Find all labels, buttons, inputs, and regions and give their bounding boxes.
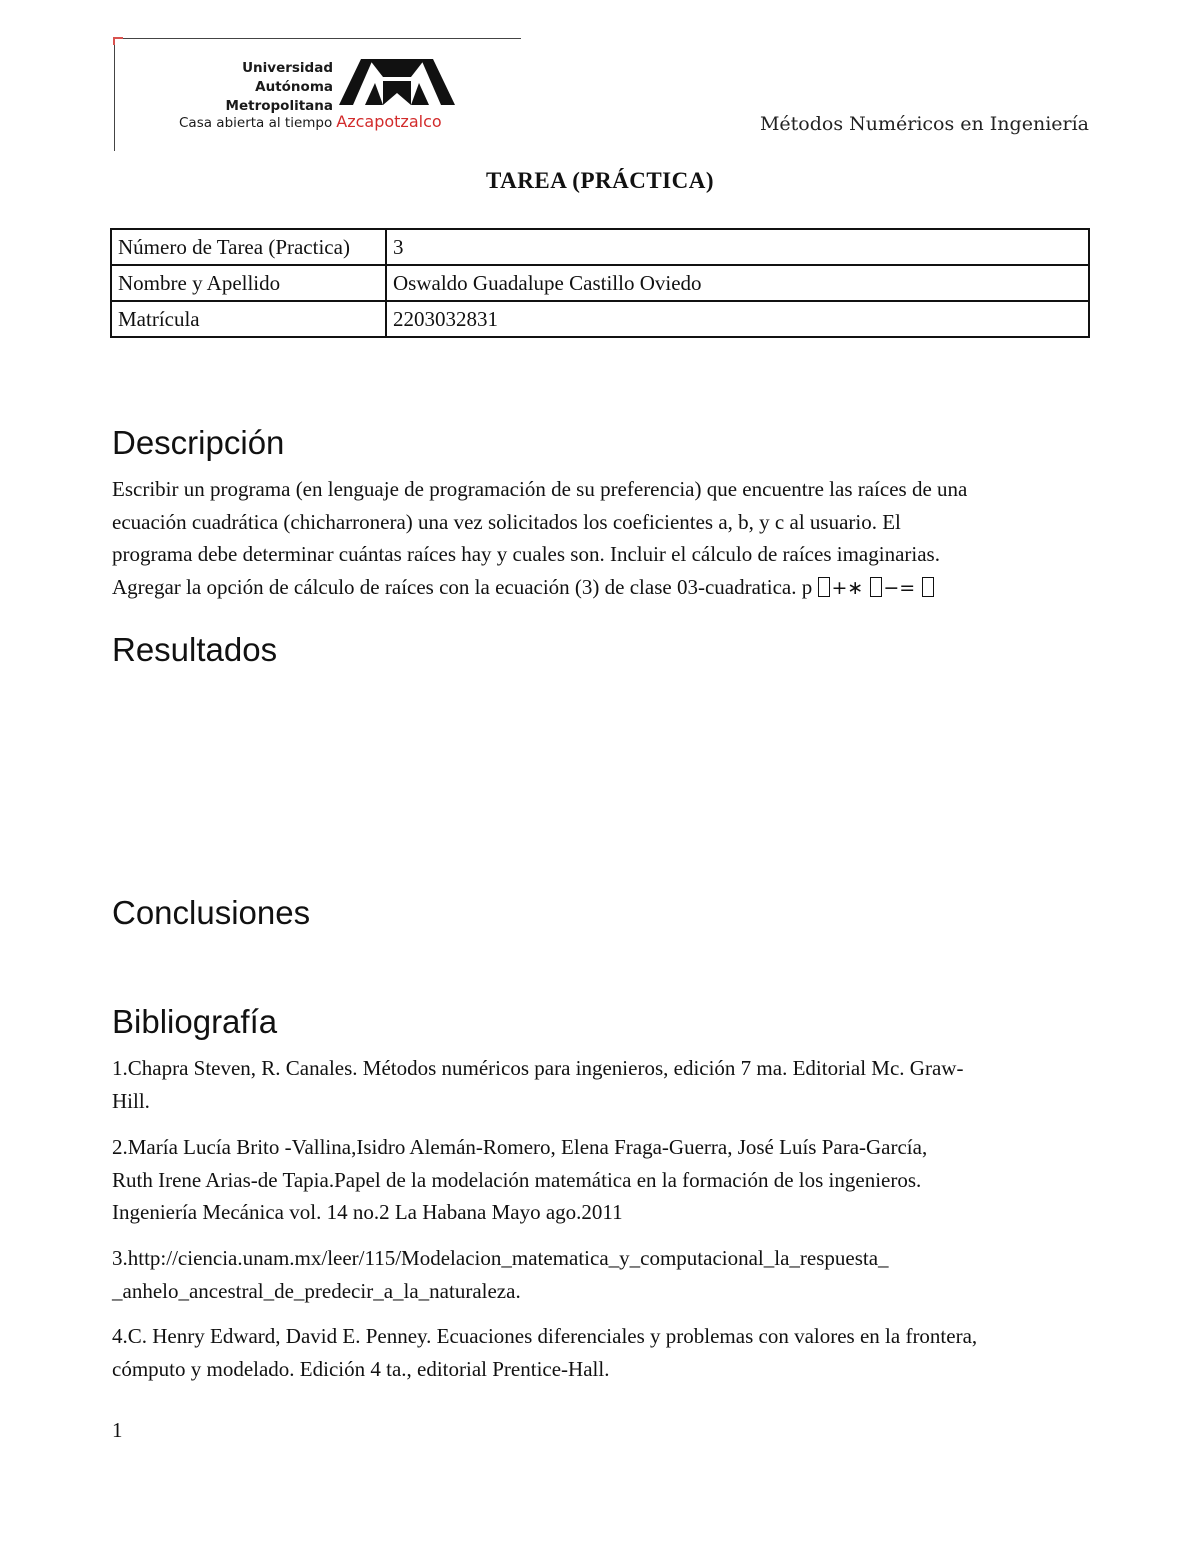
missing-glyph-icon	[922, 577, 934, 597]
reference-line: Hill.	[112, 1088, 150, 1113]
logo-university-name	[226, 59, 333, 116]
reference-line: 3.http://ciencia.unam.mx/leer/115/Modelacion_matematica_y_computacional_la_respuesta_	[112, 1246, 889, 1270]
reference-line: Ruth Irene Arias-de Tapia.Papel de la modelación matemática en la formación de los ingenieros.	[112, 1167, 922, 1192]
paragraph-line-text: Agregar la opción de cálculo de raíces con la ecuación (3) de clase 03-cuadratica. p	[112, 574, 813, 599]
table-row	[111, 301, 1089, 337]
section-heading-conclusiones: Conclusiones	[112, 894, 311, 931]
table-value: 3	[386, 229, 1089, 265]
section-heading-bibliografia: Bibliografía	[112, 1003, 278, 1040]
table-value: 2203032831	[386, 301, 1089, 337]
logo-line-1: Universidad	[242, 60, 333, 76]
logo-line-2: Autónoma	[255, 79, 333, 95]
document-title: TAREA (PRÁCTICA)	[486, 168, 714, 193]
reference-line: _anhelo_ancestral_de_predecir_a_la_naturaleza.	[112, 1278, 521, 1303]
paragraph-line: ecuación cuadrática (chicharronera) una vez solicitados los coeficientes a, b, y c al usuario. El	[112, 509, 901, 534]
table-value: Oswaldo Guadalupe Castillo Oviedo	[386, 265, 1089, 301]
formula	[817, 577, 935, 599]
info-table	[110, 228, 1090, 338]
paragraph-line: programa debe determinar cuántas raíces hay y cuales son. Incluir el cálculo de raíces imaginarias.	[112, 542, 940, 566]
reference-line: 1.Chapra Steven, R. Canales. Métodos numéricos para ingenieros, edición 7 ma. Editorial Mc. Graw-	[112, 1056, 964, 1080]
course-name: Métodos Numéricos en Ingeniería	[759, 113, 1089, 135]
table-row	[111, 265, 1089, 301]
paragraph-line	[112, 571, 1088, 605]
reference-1	[112, 1052, 1088, 1117]
reference-line: 2.María Lucía Brito -Vallina,Isidro Alemán-Romero, Elena Fraga-Guerra, José Luís Para-García,	[112, 1135, 928, 1159]
university-logo	[114, 38, 521, 151]
logo-tagline	[179, 112, 442, 131]
tagline-text: Casa abierta al tiempo	[179, 115, 333, 131]
table-row	[111, 229, 1089, 265]
section-heading-resultados: Resultados	[112, 631, 278, 668]
reference-4	[112, 1320, 1088, 1385]
reference-2	[112, 1131, 1088, 1229]
table-label: Número de Tarea (Practica)	[111, 229, 386, 265]
corner-mark	[113, 37, 123, 45]
formula-part: +∗	[831, 576, 864, 599]
page-number: 1	[112, 1418, 123, 1442]
paragraph-line: Escribir un programa (en lenguaje de programación de su preferencia) que encuentre las raíces de una	[112, 477, 968, 501]
campus-name: Azcapotzalco	[336, 112, 442, 131]
reference-line: Ingeniería Mecánica vol. 14 no.2 La Habana Mayo ago.2011	[112, 1200, 623, 1224]
descripcion-paragraph	[112, 473, 1088, 604]
missing-glyph-icon	[870, 577, 882, 597]
formula-part: −=	[883, 576, 916, 599]
reference-line: cómputo y modelado. Edición 4 ta., editorial Prentice-Hall.	[112, 1356, 610, 1381]
uam-emblem-icon	[339, 57, 455, 107]
section-heading-descripcion: Descripción	[112, 424, 285, 461]
table-label: Matrícula	[111, 301, 386, 337]
table-label: Nombre y Apellido	[111, 265, 386, 301]
logo-line-3: Metropolitana	[225, 98, 333, 114]
reference-line: 4.C. Henry Edward, David E. Penney. Ecuaciones diferenciales y problemas con valores en la frontera,	[112, 1324, 978, 1348]
missing-glyph-icon	[818, 577, 830, 597]
reference-3	[112, 1242, 1088, 1307]
